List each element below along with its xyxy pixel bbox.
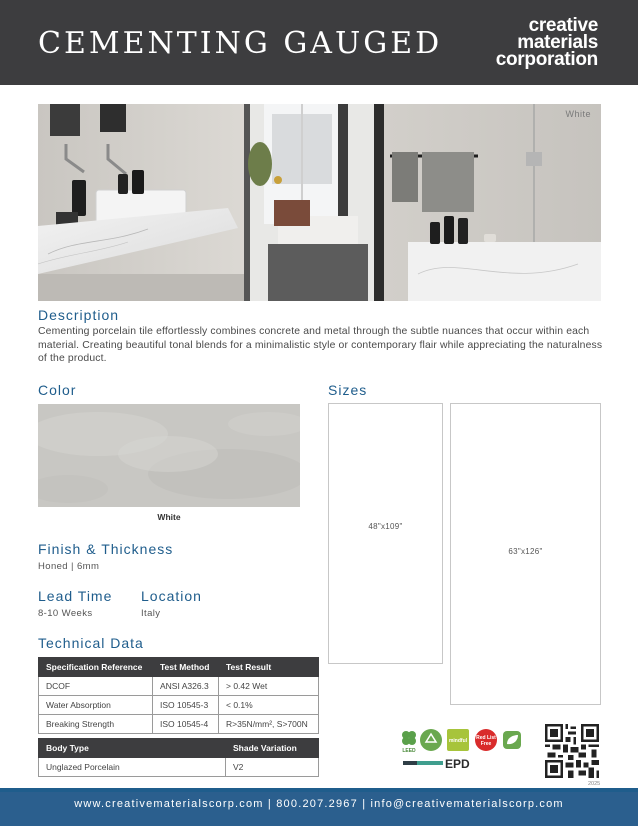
location-value: Italy bbox=[141, 608, 161, 619]
finish-heading: Finish & Thickness bbox=[38, 541, 174, 557]
sizes-heading: Sizes bbox=[328, 382, 368, 398]
table-header-cell: Body Type bbox=[39, 739, 226, 758]
lead-time-value: 8-10 Weeks bbox=[38, 608, 93, 619]
bathroom-scene-illustration bbox=[38, 104, 601, 301]
location-heading: Location bbox=[141, 588, 202, 604]
certification-badges bbox=[400, 727, 524, 753]
table-cell: Unglazed Porcelain bbox=[39, 758, 226, 777]
red-list-text-line2: Free bbox=[480, 741, 492, 747]
table-header-cell: Shade Variation bbox=[226, 739, 319, 758]
epd-badge bbox=[403, 756, 483, 770]
size-label: 48"x109" bbox=[368, 522, 403, 531]
description-text: Cementing porcelain tile effortlessly combines concrete and metal through the subtle nuances that occur within each material. Creating beautiful tonal blends for a minimalistic style or contemporary flair while appreciating the naturalness of the product. bbox=[38, 326, 603, 365]
logo-line-creative: creative bbox=[528, 15, 598, 36]
table-cell: V2 bbox=[226, 758, 319, 777]
table-header-row bbox=[39, 739, 319, 758]
footer-bar bbox=[0, 792, 638, 826]
color-swatch-white bbox=[38, 404, 300, 507]
table-row bbox=[39, 696, 319, 715]
color-heading: Color bbox=[38, 382, 77, 398]
leed-icon bbox=[402, 731, 416, 745]
table-row bbox=[39, 758, 319, 777]
table-header-cell: Test Result bbox=[219, 658, 319, 677]
body-type-table bbox=[38, 738, 319, 777]
size-box-63x126 bbox=[450, 403, 601, 705]
technical-data-table bbox=[38, 657, 319, 734]
description-heading: Description bbox=[38, 307, 120, 323]
document-year: 2025 bbox=[588, 781, 601, 787]
table-cell: R>35N/mm², S>700N bbox=[219, 715, 319, 734]
mindful-text: mindful bbox=[448, 738, 468, 744]
hero-image bbox=[38, 104, 601, 301]
table-cell: Breaking Strength bbox=[39, 715, 153, 734]
red-list-text-line1: Red List bbox=[476, 735, 496, 741]
epd-text: EPD bbox=[445, 757, 470, 770]
table-header-cell: Test Method bbox=[153, 658, 219, 677]
leed-text: LEED bbox=[402, 748, 416, 753]
table-cell: Water Absorption bbox=[39, 696, 153, 715]
table-cell: ISO 10545-4 bbox=[153, 715, 219, 734]
table-cell: < 0.1% bbox=[219, 696, 319, 715]
hero-color-tag: White bbox=[565, 109, 591, 119]
table-header-row bbox=[39, 658, 319, 677]
table-row bbox=[39, 677, 319, 696]
table-row bbox=[39, 715, 319, 734]
page-title: CEMENTING GAUGED bbox=[38, 26, 443, 61]
table-cell: ANSI A326.3 bbox=[153, 677, 219, 696]
finish-value: Honed | 6mm bbox=[38, 561, 100, 572]
header-bar bbox=[0, 0, 638, 85]
footer-contact-text: www.creativematerialscorp.com | 800.207.2967 | info@creativematerialscorp.com bbox=[74, 798, 564, 810]
technical-heading: Technical Data bbox=[38, 635, 144, 651]
size-label: 63"x126" bbox=[508, 547, 543, 556]
lead-time-heading: Lead Time bbox=[38, 588, 113, 604]
qr-code-icon bbox=[545, 724, 599, 778]
logo-line-corporation: corporation bbox=[495, 49, 598, 70]
company-logo bbox=[496, 17, 598, 68]
recycle-icon bbox=[420, 729, 442, 751]
table-cell: > 0.42 Wet bbox=[219, 677, 319, 696]
table-header-cell: Specification Reference bbox=[39, 658, 153, 677]
table-cell: DCOF bbox=[39, 677, 153, 696]
logo-line-materials: materials bbox=[517, 32, 598, 53]
concrete-texture bbox=[38, 404, 300, 507]
color-swatch-label: White bbox=[157, 512, 181, 522]
size-box-48x109 bbox=[328, 403, 443, 664]
table-cell: ISO 10545-3 bbox=[153, 696, 219, 715]
